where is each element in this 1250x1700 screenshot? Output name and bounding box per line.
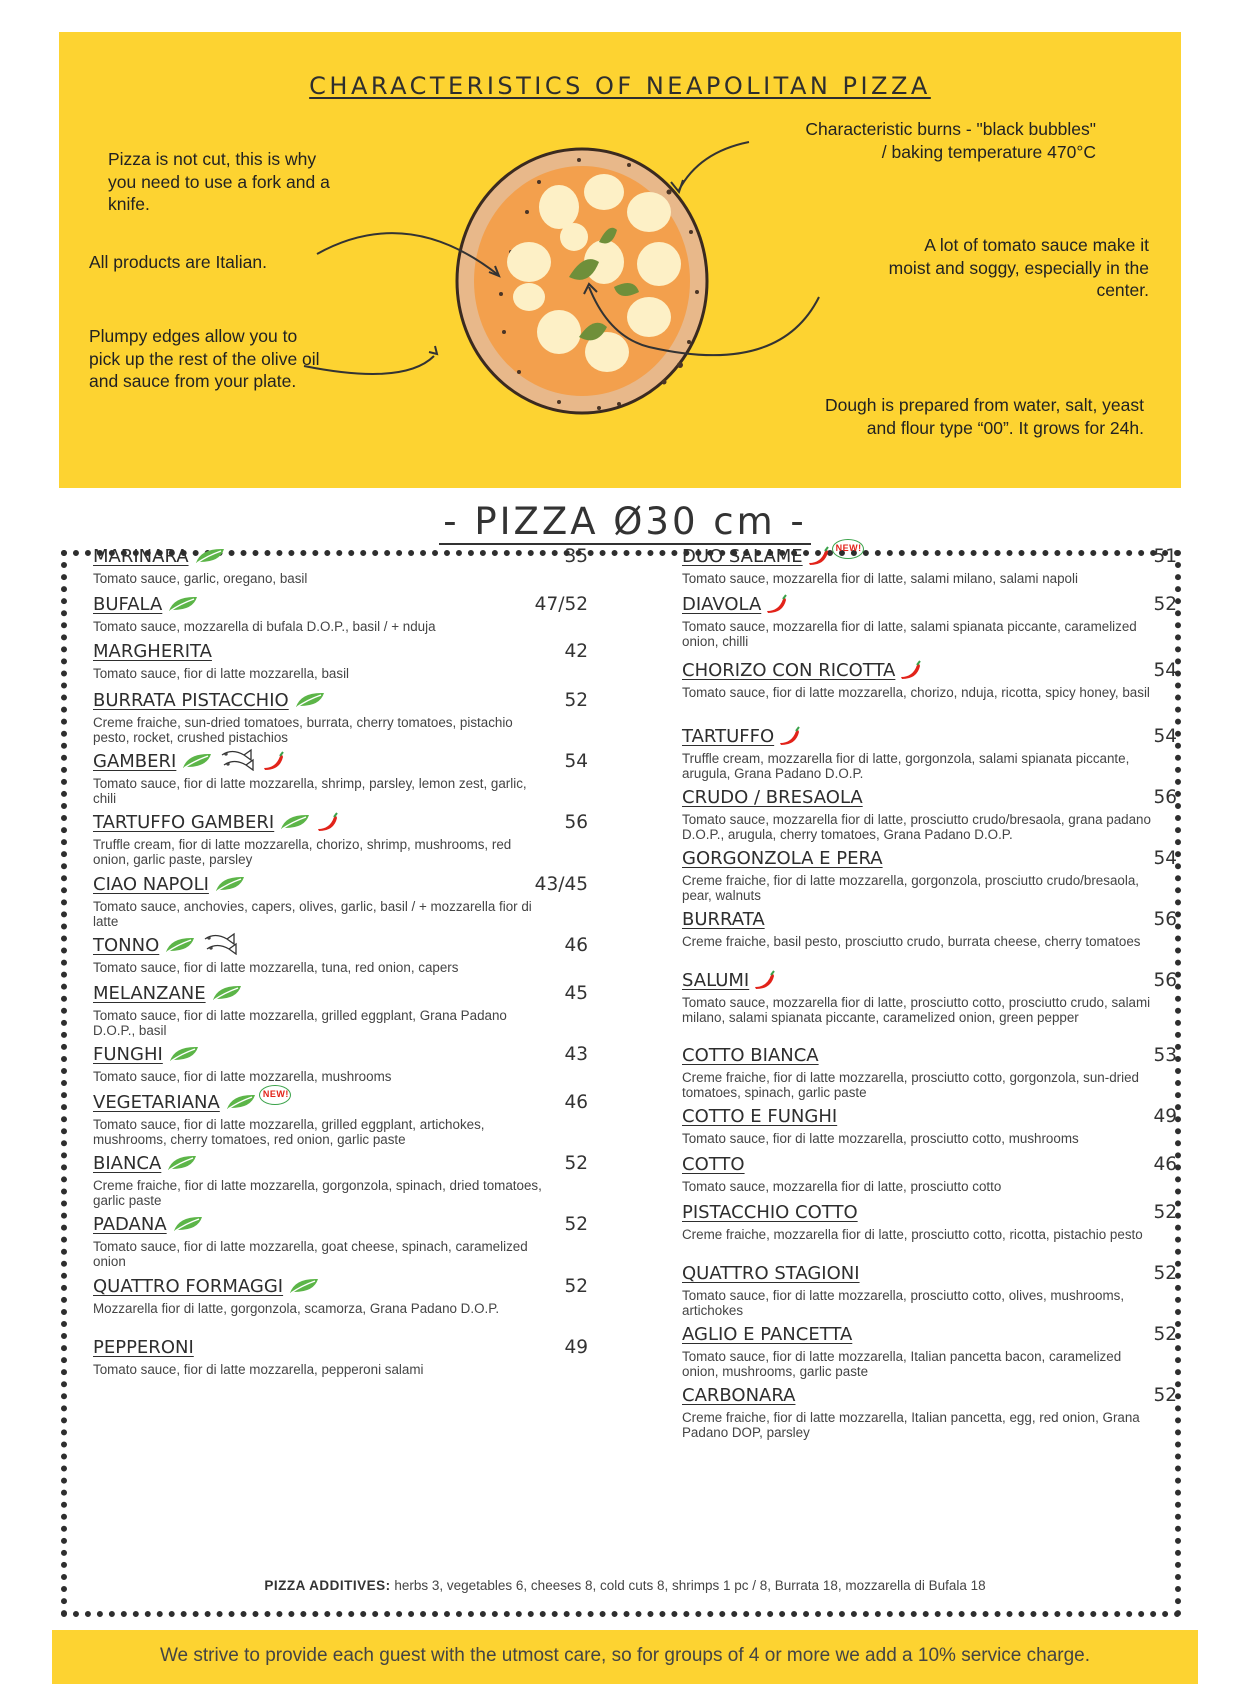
menu-item-name: GAMBERI	[93, 751, 177, 772]
menu-item	[93, 1153, 588, 1208]
menu-item-header	[682, 848, 1177, 873]
menu-item-header	[93, 641, 588, 666]
note-italian-products: All products are Italian.	[89, 252, 268, 272]
menu-item-header	[93, 935, 588, 960]
menu-item-name: CIAO NAPOLI	[93, 874, 209, 895]
menu-item-description: Tomato sauce, fior di latte mozzarella, prosciutto cotto, olives, mushrooms, artichokes	[682, 1288, 1125, 1318]
menu-item	[93, 983, 588, 1038]
menu-item-price: 47/52	[534, 594, 588, 615]
footer-bar	[52, 1630, 1198, 1684]
menu-item-name: PADANA	[93, 1214, 167, 1235]
chili-icon	[753, 970, 777, 990]
menu-item-header	[682, 909, 1177, 934]
menu-item-header	[93, 594, 588, 619]
menu-item	[682, 660, 1177, 701]
menu-item-header	[682, 1263, 1177, 1288]
menu-item-price: 54	[564, 751, 588, 772]
menu-item	[682, 726, 1177, 781]
service-charge-note: We strive to provide each guest with the utmost care, so for groups of 4 or more we add a 10% service charge.	[159, 1645, 1091, 1666]
menu-item-description: Creme fraiche, fior di latte mozzarella, gorgonzola, spinach, dried tomatoes, garlic paste	[93, 1178, 542, 1208]
menu-item-header	[93, 812, 588, 837]
leaf-icon	[224, 1092, 258, 1112]
menu-item-header	[93, 690, 588, 715]
note-dough: Dough is prepared from water, salt, yeast and flour type “00”. It grows for 24h.	[824, 395, 1144, 438]
chili-icon	[899, 660, 923, 680]
info-panel	[59, 32, 1181, 488]
leaf-icon	[180, 751, 214, 771]
menu-item-header	[682, 1045, 1177, 1070]
leaf-icon	[166, 594, 200, 614]
new-badge: NEW!	[834, 540, 864, 556]
menu-item-name: CARBONARA	[682, 1385, 796, 1406]
menu-item-price: 35	[564, 546, 588, 567]
menu-heading-text: - PIZZA Ø30 cm -	[439, 500, 811, 545]
note-plumpy-edges: Plumpy edges allow you to pick up the rest of the olive oil and sauce from your plate.	[89, 326, 320, 391]
menu-item-price: 45	[564, 983, 588, 1004]
menu-item-header	[93, 1337, 588, 1362]
menu-item-header	[682, 594, 1177, 619]
new-badge: NEW!	[261, 1086, 291, 1102]
menu-item-price: 42	[564, 641, 588, 662]
pizza-additives	[0, 1578, 1250, 1593]
fish-icon	[218, 747, 258, 771]
menu-item	[93, 546, 588, 587]
menu-item-price: 52	[564, 1214, 588, 1235]
menu-item-description: Tomato sauce, fior di latte mozzarella, grilled eggplant, artichokes, mushrooms, cherry tomatoes, red onion, garlic paste	[93, 1117, 485, 1147]
menu-item	[93, 935, 588, 976]
menu-item-price: 52	[1153, 594, 1177, 615]
note-tomato-sauce: A lot of tomato sauce make it moist and soggy, especially in the center.	[888, 235, 1149, 300]
menu-item-name: BURRATA	[682, 909, 765, 930]
menu-item-price: 52	[1153, 1324, 1177, 1345]
menu-item-price: 49	[564, 1337, 588, 1358]
menu-item-name: BIANCA	[93, 1153, 162, 1174]
menu-item-header	[682, 726, 1177, 751]
menu-item	[682, 787, 1177, 842]
menu-item-price: 54	[1153, 660, 1177, 681]
menu-item-name: BUFALA	[93, 594, 163, 615]
menu-item-price: 54	[1153, 848, 1177, 869]
menu-item-header	[93, 874, 588, 899]
menu-item-description: Tomato sauce, mozzarella di bufala D.O.P., basil / + nduja	[93, 619, 436, 634]
menu-item	[93, 751, 588, 806]
menu-item-price: 52	[1153, 1385, 1177, 1406]
menu-item	[93, 641, 588, 682]
menu-item-description: Tomato sauce, fior di latte mozzarella, pepperoni salami	[93, 1362, 424, 1377]
menu-item-name: SALUMI	[682, 970, 750, 991]
menu-item-description: Truffle cream, mozzarella fior di latte, gorgonzola, salami spianata piccante, arugula, Grana Padano D.O.P.	[682, 751, 1130, 781]
menu-item-price: 52	[564, 1276, 588, 1297]
note-fork-knife: Pizza is not cut, this is why you need to use a fork and a knife.	[108, 149, 330, 214]
menu-item-header	[682, 1154, 1177, 1179]
leaf-icon	[163, 935, 197, 955]
menu-item-price: 56	[1153, 970, 1177, 991]
menu-item-description: Truffle cream, fior di latte mozzarella, chorizo, shrimp, mushrooms, red onion, garlic paste, parsley	[93, 837, 512, 867]
menu-item-price: 54	[1153, 726, 1177, 747]
menu-item	[682, 543, 1177, 587]
menu-item-description: Tomato sauce, mozzarella fior di latte, prosciutto cotto	[682, 1179, 1002, 1194]
menu-item-description: Creme fraiche, fior di latte mozzarella, Italian pancetta, egg, red onion, Grana Padano DOP, parsley	[682, 1410, 1140, 1440]
menu-item-price: 46	[564, 1092, 588, 1113]
menu-item-description: Creme fraiche, fior di latte mozzarella, gorgonzola, prosciutto crudo/bresaola, pear, walnuts	[682, 873, 1139, 903]
menu-heading	[0, 500, 1250, 543]
additives-label: PIZZA ADDITIVES:	[264, 1578, 391, 1593]
menu-item	[682, 1385, 1177, 1440]
menu-item-description: Tomato sauce, fior di latte mozzarella, mushrooms	[93, 1069, 392, 1084]
menu-item-header	[682, 543, 1177, 571]
menu-item	[93, 594, 588, 635]
menu-item-name: DUO SALAME	[682, 546, 803, 567]
menu-item-price: 56	[564, 812, 588, 833]
menu-item	[682, 1106, 1177, 1147]
menu-item-description: Creme fraiche, basil pesto, prosciutto crudo, burrata cheese, cherry tomatoes	[682, 934, 1141, 949]
menu-item	[93, 1089, 588, 1147]
menu-item-header	[93, 1153, 588, 1178]
fish-icon	[201, 931, 241, 955]
menu-item-description: Tomato sauce, fior di latte mozzarella, prosciutto cotto, mushrooms	[682, 1131, 1079, 1146]
chili-icon	[262, 751, 286, 771]
menu-item-price: 43/45	[534, 874, 588, 895]
chili-icon	[778, 726, 802, 746]
menu-item	[682, 1263, 1177, 1318]
chili-icon	[765, 594, 789, 614]
menu-item-header	[682, 1202, 1177, 1227]
menu-item-price: 53	[1153, 1045, 1177, 1066]
menu-item-description: Tomato sauce, fior di latte mozzarella, goat cheese, spinach, caramelized onion	[93, 1239, 528, 1269]
menu-item	[93, 1044, 588, 1085]
leaf-icon	[165, 1153, 199, 1173]
leaf-icon	[287, 1276, 321, 1296]
menu-item-description: Tomato sauce, fior di latte mozzarella, chorizo, nduja, ricotta, spicy honey, basil	[682, 685, 1150, 700]
menu-item-name: GORGONZOLA E PERA	[682, 848, 883, 869]
menu-item-price: 52	[564, 1153, 588, 1174]
menu-item-name: AGLIO E PANCETTA	[682, 1324, 853, 1345]
menu-item-header	[93, 546, 588, 571]
menu-item-name: COTTO E FUNGHI	[682, 1106, 838, 1127]
leaf-icon	[167, 1044, 201, 1064]
note-black-bubbles: Characteristic burns - "black bubbles" / baking temperature 470°C	[805, 119, 1096, 162]
menu-item-price: 43	[564, 1044, 588, 1065]
menu-item-name: FUNGHI	[93, 1044, 163, 1065]
menu-item-description: Creme fraiche, mozzarella fior di latte, prosciutto cotto, ricotta, pistachio pesto	[682, 1227, 1143, 1242]
menu-item	[93, 1337, 588, 1378]
menu-item-description: Tomato sauce, mozzarella fior di latte, salami spianata piccante, caramelized onion, chilli	[682, 619, 1137, 649]
menu-item	[682, 1154, 1177, 1195]
menu-item-name: COTTO BIANCA	[682, 1045, 819, 1066]
menu-item-header	[682, 1324, 1177, 1349]
menu-item-description: Tomato sauce, fior di latte mozzarella, tuna, red onion, capers	[93, 960, 459, 975]
info-title: CHARACTERISTICS OF NEAPOLITAN PIZZA	[309, 72, 931, 100]
menu-item-header	[93, 1214, 588, 1239]
menu-item	[93, 1214, 588, 1269]
menu-item-header	[93, 983, 588, 1008]
menu-item-price: 46	[564, 935, 588, 956]
menu-item-description: Tomato sauce, mozzarella fior di latte, prosciutto cotto, prosciutto crudo, salami milano, salami spianata piccante, caramelized onion, green pepper	[682, 995, 1151, 1025]
menu-item	[93, 812, 588, 867]
menu-item	[93, 690, 588, 745]
menu-item-description: Creme fraiche, fior di latte mozzarella, prosciutto cotto, gorgonzola, sun-dried tomatoes, spinach, garlic paste	[682, 1070, 1139, 1100]
menu-item-header	[682, 660, 1177, 685]
menu-item-name: BURRATA PISTACCHIO	[93, 690, 289, 711]
menu-item-price: 46	[1153, 1154, 1177, 1175]
menu-item	[682, 1045, 1177, 1100]
menu-item-header	[93, 1044, 588, 1069]
menu-item-name: PEPPERONI	[93, 1337, 194, 1358]
leaf-icon	[293, 690, 327, 710]
menu-item-description: Tomato sauce, fior di latte mozzarella, basil	[93, 666, 350, 681]
menu-item	[93, 1276, 588, 1317]
leaf-icon	[278, 812, 312, 832]
menu-item-price: 52	[1153, 1263, 1177, 1284]
menu-item-description: Tomato sauce, mozzarella fior di latte, prosciutto crudo/bresaola, grana padano D.O.P., arugula, cherry tomatoes, Grana Padano D.O.P.	[682, 812, 1151, 842]
menu-item-header	[93, 751, 588, 776]
menu-item-name: MARINARA	[93, 546, 189, 567]
menu-item-header	[682, 787, 1177, 812]
menu-item-description: Tomato sauce, anchovies, capers, olives, garlic, basil / + mozzarella fior di latte	[93, 899, 532, 929]
menu-item	[682, 1324, 1177, 1379]
leaf-icon	[213, 874, 247, 894]
menu-item-name: TONNO	[93, 935, 160, 956]
menu-item-price: 56	[1153, 787, 1177, 808]
leaf-icon	[193, 546, 227, 566]
menu-item-price: 51	[1153, 546, 1177, 567]
menu-item	[682, 594, 1177, 649]
menu-item-name: TARTUFFO	[682, 726, 775, 747]
menu-item	[682, 970, 1177, 1025]
menu-item-description: Mozzarella fior di latte, gorgonzola, scamorza, Grana Padano D.O.P.	[93, 1301, 500, 1316]
menu-item-name: CHORIZO CON RICOTTA	[682, 660, 896, 681]
menu-item-description: Tomato sauce, fior di latte mozzarella, grilled eggplant, Grana Padano D.O.P., basil	[93, 1008, 507, 1038]
chili-icon	[316, 812, 340, 832]
menu-item-header	[682, 1385, 1177, 1410]
additives-text: herbs 3, vegetables 6, cheeses 8, cold cuts 8, shrimps 1 pc / 8, Burrata 18, mozzarella di Bufala 18	[390, 1578, 986, 1593]
menu-item-price: 52	[564, 690, 588, 711]
menu-item-name: MELANZANE	[93, 983, 206, 1004]
menu-item-price: 52	[1153, 1202, 1177, 1223]
menu-item-name: MARGHERITA	[93, 641, 212, 662]
menu-item-name: VEGETARIANA	[93, 1092, 220, 1113]
menu-item-name: COTTO	[682, 1154, 745, 1175]
menu-item-name: TARTUFFO GAMBERI	[93, 812, 275, 833]
menu-item	[93, 874, 588, 929]
menu-item	[682, 909, 1177, 950]
menu-item-name: DIAVOLA	[682, 594, 762, 615]
menu-item-header	[682, 970, 1177, 995]
leaf-icon	[171, 1214, 205, 1234]
menu-item-description: Tomato sauce, fior di latte mozzarella, shrimp, parsley, lemon zest, garlic, chili	[93, 776, 527, 806]
menu-item-header	[682, 1106, 1177, 1131]
chili-icon	[807, 546, 831, 566]
menu-item	[682, 1202, 1177, 1243]
menu-item-price: 49	[1153, 1106, 1177, 1127]
menu-item-price: 56	[1153, 909, 1177, 930]
menu-item-description: Tomato sauce, mozzarella fior di latte, salami milano, salami napoli	[682, 571, 1078, 586]
menu-item-header	[93, 1089, 588, 1117]
menu-item-name: QUATTRO STAGIONI	[682, 1263, 860, 1284]
menu-item-description: Tomato sauce, garlic, oregano, basil	[93, 571, 308, 586]
menu-item-description: Tomato sauce, fior di latte mozzarella, Italian pancetta bacon, caramelized onion, mushrooms, garlic paste	[682, 1349, 1122, 1379]
menu-item-header	[93, 1276, 588, 1301]
menu-item-name: QUATTRO FORMAGGI	[93, 1276, 284, 1297]
menu-item-description: Creme fraiche, sun-dried tomatoes, burrata, cherry tomatoes, pistachio pesto, rocket, crushed pistachios	[93, 715, 513, 745]
menu-item	[682, 848, 1177, 903]
menu-item-name: PISTACCHIO COTTO	[682, 1202, 858, 1223]
menu-item-name: CRUDO / BRESAOLA	[682, 787, 863, 808]
leaf-icon	[210, 983, 244, 1003]
